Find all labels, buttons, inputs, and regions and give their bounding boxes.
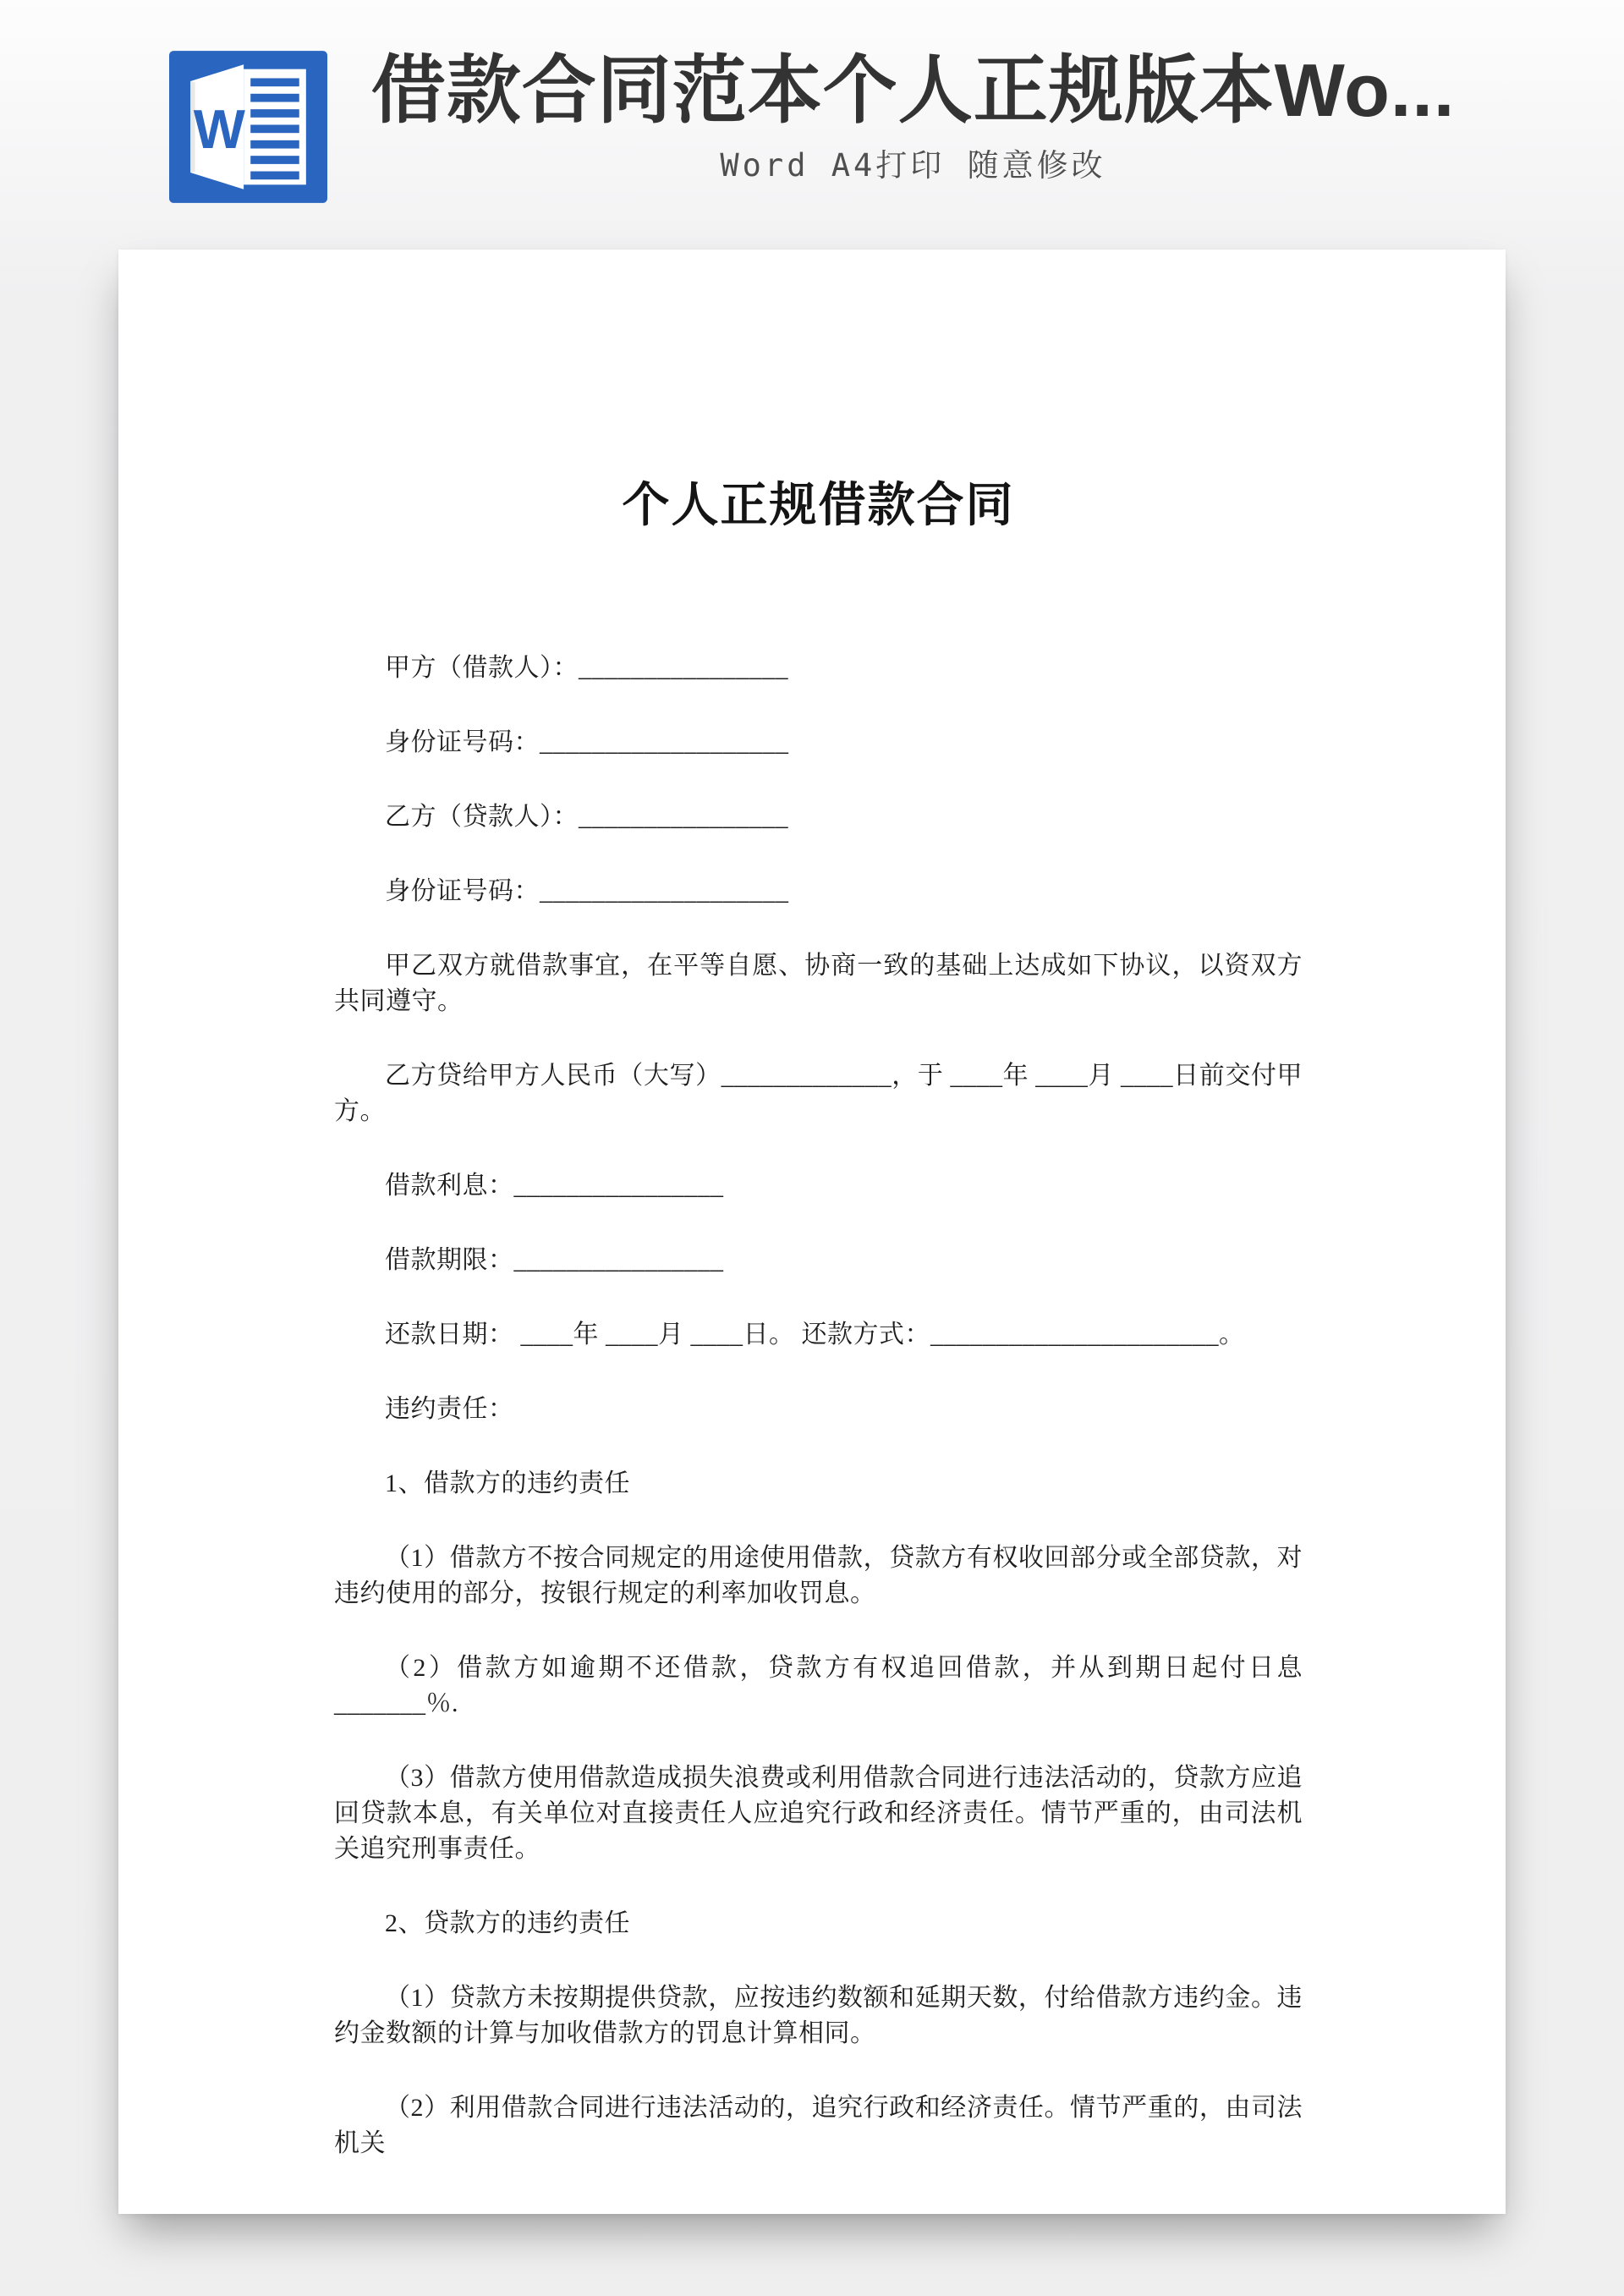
loan-term-line: 借款期限：________________: [385, 1246, 724, 1274]
word-icon-letter: W: [193, 98, 245, 161]
borrower-breach-item-3: （3）借款方使用借款造成损失浪费或利用借款合同进行违法活动的，贷款方应追回贷款本息，有关单位对直接责任人应追究行政和经济责任。情节严重的，由司法机关追究刑事责任。: [334, 1764, 1303, 1863]
lender-breach-item-1: （1）贷款方未按期提供贷款，应按违约数额和延期天数，付给借款方违约金。违约金数额的计算与加收借款方的罚息计算相同。: [334, 1984, 1303, 2047]
borrower-breach-item-2: （2）借款方如逾期不还借款，贷款方有权追回借款，并从到期日起付日息_______％.: [334, 1654, 1303, 1717]
file-title: 借款合同范本个人正规版本Wo...: [370, 48, 1456, 132]
borrower-breach-heading: 1、借款方的违约责任: [385, 1469, 630, 1497]
file-subtitle: Word A4打印 随意修改: [720, 147, 1106, 184]
party-a-id-line: 身份证号码：___________________: [385, 728, 789, 756]
breach-liability-heading: 违约责任：: [385, 1395, 514, 1423]
lender-breach-heading: 2、贷款方的违约责任: [385, 1909, 630, 1937]
borrower-breach-item-1: （1）借款方不按合同规定的用途使用借款，贷款方有权收回部分或全部贷款，对违约使用的部分，按银行规定的利率加收罚息。: [334, 1544, 1303, 1607]
document-page: [118, 250, 1506, 2214]
loan-interest-line: 借款利息：________________: [385, 1172, 724, 1200]
loan-delivery-line: 乙方贷给甲方人民币（大写）_____________，于 ____年 ____月 ____日前交付甲方。: [334, 1062, 1303, 1125]
word-file-icon: [169, 51, 327, 203]
party-b-id-line: 身份证号码：___________________: [385, 877, 789, 905]
lender-breach-item-2: （2）利用借款合同进行违法活动的，追究行政和经济责任。情节严重的，由司法机关: [334, 2094, 1303, 2157]
file-header-inner: [169, 48, 1456, 250]
document-title: 个人正规借款合同: [622, 480, 1015, 532]
party-b-line: 乙方（贷款人）：________________: [385, 803, 788, 831]
party-a-line: 甲方（借款人）：________________: [385, 654, 788, 682]
file-header-text: [370, 48, 1456, 184]
agreement-intro-paragraph: 甲乙双方就借款事宜，在平等自愿、协商一致的基础上达成如下协议，以资双方共同遵守。: [334, 952, 1303, 1015]
repayment-line: 还款日期： ____年 ____月 ____日。 还款方式：______________________。: [385, 1321, 1245, 1348]
file-header: [0, 0, 1624, 250]
